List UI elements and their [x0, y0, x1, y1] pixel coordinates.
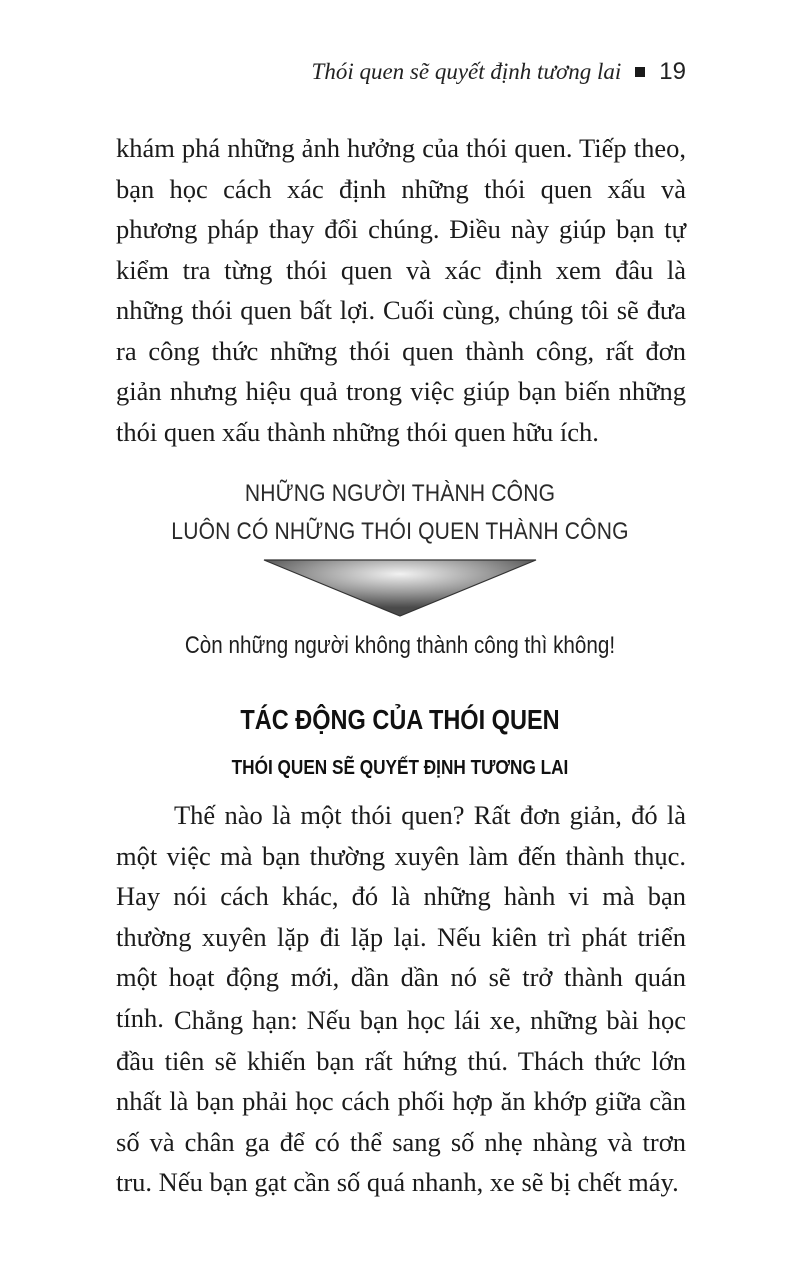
section-heading: TÁC ĐỘNG CỦA THÓI QUEN	[240, 704, 560, 735]
definition-paragraph: Thế nào là một thói quen? Rất đơn giản, đó là một việc mà bạn thường xuyên làm đến thành thục. Hay nói cách khác, đó là những hành vi mà bạn thường xuyên lặp đi lặp lại. Nếu kiên trì phát triển một hoạt động mới, dần dần nó sẽ trở thành quán tính.	[116, 800, 686, 1033]
square-bullet-icon	[635, 67, 645, 77]
callout-tagline: Còn những người không thành công thì không!	[184, 632, 616, 659]
example-paragraph: Chẳng hạn: Nếu bạn học lái xe, những bài học đầu tiên sẽ khiến bạn rất hứng thú. Thách thức lớn nhất là bạn phải học cách phối hợp ăn khớp giữa cần số và chân ga để có thể sang số nhẹ nhàng và trơn tru. Nếu bạn gạt cần số quá nhanh, xe sẽ bị chết máy.	[116, 1005, 686, 1197]
callout-line-1-text: NHỮNG NGƯỜI THÀNH CÔNG	[244, 480, 556, 507]
running-title: Thói quen sẽ quyết định tương lai	[311, 59, 622, 84]
callout-line-2	[0, 518, 800, 546]
page-number: 19	[659, 58, 686, 85]
section-subheading: THÓI QUEN SẼ QUYẾT ĐỊNH TƯƠNG LAI	[231, 757, 569, 779]
callout-line-1	[0, 480, 800, 508]
callout-line-2-text: LUÔN CÓ NHỮNG THÓI QUEN THÀNH CÔNG	[171, 518, 629, 545]
intro-paragraph: khám phá những ảnh hưởng của thói quen. Tiếp theo, bạn học cách xác định những thói quen xấu và phương pháp thay đổi chúng. Điều này giúp bạn tự kiểm tra từng thói quen và xác định xem đâu là những thói quen bất lợi. Cuối cùng, chúng tôi sẽ đưa ra công thức những thói quen thành công, rất đơn giản nhưng hiệu quả trong việc giúp bạn biến những thói quen xấu thành những thói quen hữu ích.	[116, 133, 686, 447]
down-arrow-icon	[262, 558, 538, 618]
running-header	[312, 58, 686, 86]
